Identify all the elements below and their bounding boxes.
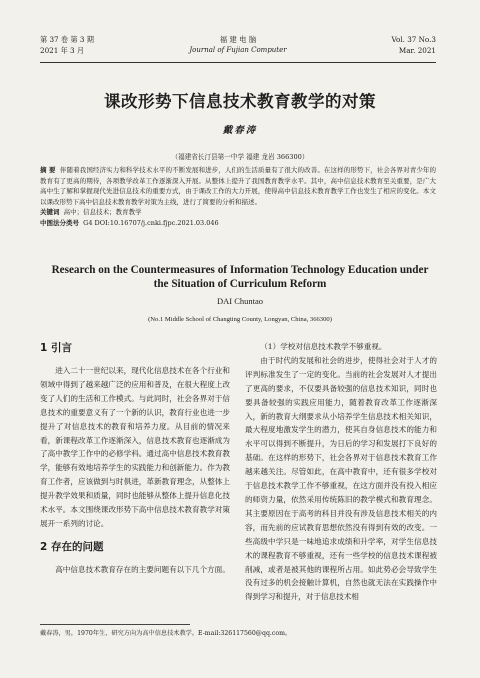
- abstract-block: [40, 165, 436, 229]
- clc-doi: G4 DOI:10.16707/j.cnki.fjpc.2021.03.046: [83, 218, 219, 227]
- journal-name-en: Journal of Fujian Computer: [189, 46, 287, 54]
- volume-issue-en: Vol. 37 No.3: [391, 35, 436, 44]
- author-footnote: 戴春涛，男，1970年生，研究方向为高中信息技术教学。E-mail:326117560@qq.com。: [40, 630, 292, 637]
- problem-item-1-paragraph: 由于时代的发展和社会的进步，使得社会对于人才的评判标准发生了一定的变化。当前的社会发展对人才提出了更高的要求，不仅要具备较强的信息技术知识，同时也要具备较强的实践应用能力，随着教育改革工作逐渐深入，新的教育大纲要求从小培养学生信息技术相关知识，最大程度地激发学生的潜力，使其自身信息技术的能力和水平可以得到不断提升，为日后的学习和发展打下良好的基础。在这样的形势下，社会各界对于信息技术教育工作越来越关注。尽管如此，在高中教育中，还有很多学校对于信息技术教学工作不够重视，在这方面并没有投入相应的师资力量，依然采用传统陈旧的教学模式和教育理念。其主要原因在于高考的科目并没有涉及信息技术相关的内容，而先前的应试教育思想依然没有得到有效的改变。一些高级中学只是一味地追求成绩和升学率，对学生信息技术的课程教育不够重视，还有一些学校的信息技术课程被削减，或者是被其他的课程所占用。如此势必会导致学生没有过多的机会接触计算机，自然也就无法在实践操作中得到学习和提升，对于信息技术相: [245, 355, 437, 602]
- abstract-label: 摘 要: [40, 166, 56, 174]
- section-heading-introduction: 1 引言: [40, 342, 72, 354]
- affiliation-en: (No.1 Middle School of Changting County, Longyan, China, 366300): [148, 316, 332, 323]
- left-column: [40, 340, 230, 577]
- footnote-rule: [40, 624, 190, 625]
- author-name-en: DAI Chuntao: [216, 296, 264, 306]
- author-name-cn: 戴春涛: [222, 125, 258, 136]
- journal-name: [40, 34, 436, 56]
- article-title-cn: 课改形势下信息技术教育教学的对策: [104, 92, 376, 111]
- clc-label: 中图法分类号: [40, 218, 79, 227]
- abstract-paragraph: [40, 165, 436, 207]
- article-title-en: Research on the Countermeasures of Information Technology Education under the Situation of Curriculum Reform: [51, 264, 429, 290]
- keywords-text: 高中；信息技术；教育教学: [63, 208, 142, 217]
- section-heading-problems: 2 存在的问题: [40, 540, 104, 553]
- issue-date: 2021 年 3 月: [40, 46, 85, 55]
- journal-name-cn: 福 建 电 脑: [219, 35, 257, 44]
- problems-paragraph: 高中信息技术教育存在的主要问题有以下几个方面。: [55, 564, 230, 574]
- problem-item-1: （1）学校对信息技术教学不够重视。: [260, 342, 387, 351]
- affiliation-cn: （福建省长汀县第一中学 福建 龙岩 366300）: [171, 153, 309, 161]
- introduction-paragraph: 进入二十一世纪以来，现代化信息技术在各个行业和领域中得到了越来越广泛的应用和普及，在很大程度上改变了人们的生活和工作模式。与此同时，社会各界对于信息技术的重要意义有了一个新的认识，教育行业也进一步提升了对信息技术的教育和培养力度。从目前的情况来看，新课程改革工作逐渐深入，信息技术教育也逐渐成为了高中教学工作中的必修学科。通过高中信息技术教育教学，能够有效地培养学生的实践能力和创新能力。作为教育工作者，应该做到与时俱进，革新教育理念，从整体上提升教学效果和质量，同时也能够从整体上提升信息化技术水平。本文围绕课改形势下高中信息技术教育教学对策展开一系列的讨论。: [40, 366, 230, 528]
- clc-line: [40, 218, 436, 229]
- running-header: [40, 34, 436, 64]
- abstract-text: 伴随着我国经济实力和科学技术水平的不断发展和进步，人们的生活质量有了很大的改善。在这样的形势下，社会各界对青少年的教育有了更高的期待，各项教学改革工作逐渐深入开展。从整体上提升了我国教育教学水平。其中，高中信息技术教育至关重要，是广大高中生了解和掌握现代先进信息技术的重要方式，由于课改工作的大力开展，使得高中信息技术教育教学工作也发生了相应的变化。本文以课改形势下高中信息技术教育教学对策为主线，进行了简要的分析和描述。: [40, 166, 437, 206]
- keywords-label: 关键词: [40, 208, 60, 217]
- keywords-line: [40, 207, 436, 218]
- header-rule: [40, 62, 436, 63]
- right-column: [245, 340, 437, 604]
- issue-date-en: Mar. 2021: [398, 46, 436, 55]
- volume-issue: 第 37 卷 第 3 期: [40, 35, 94, 44]
- volume-info-en: [391, 34, 436, 56]
